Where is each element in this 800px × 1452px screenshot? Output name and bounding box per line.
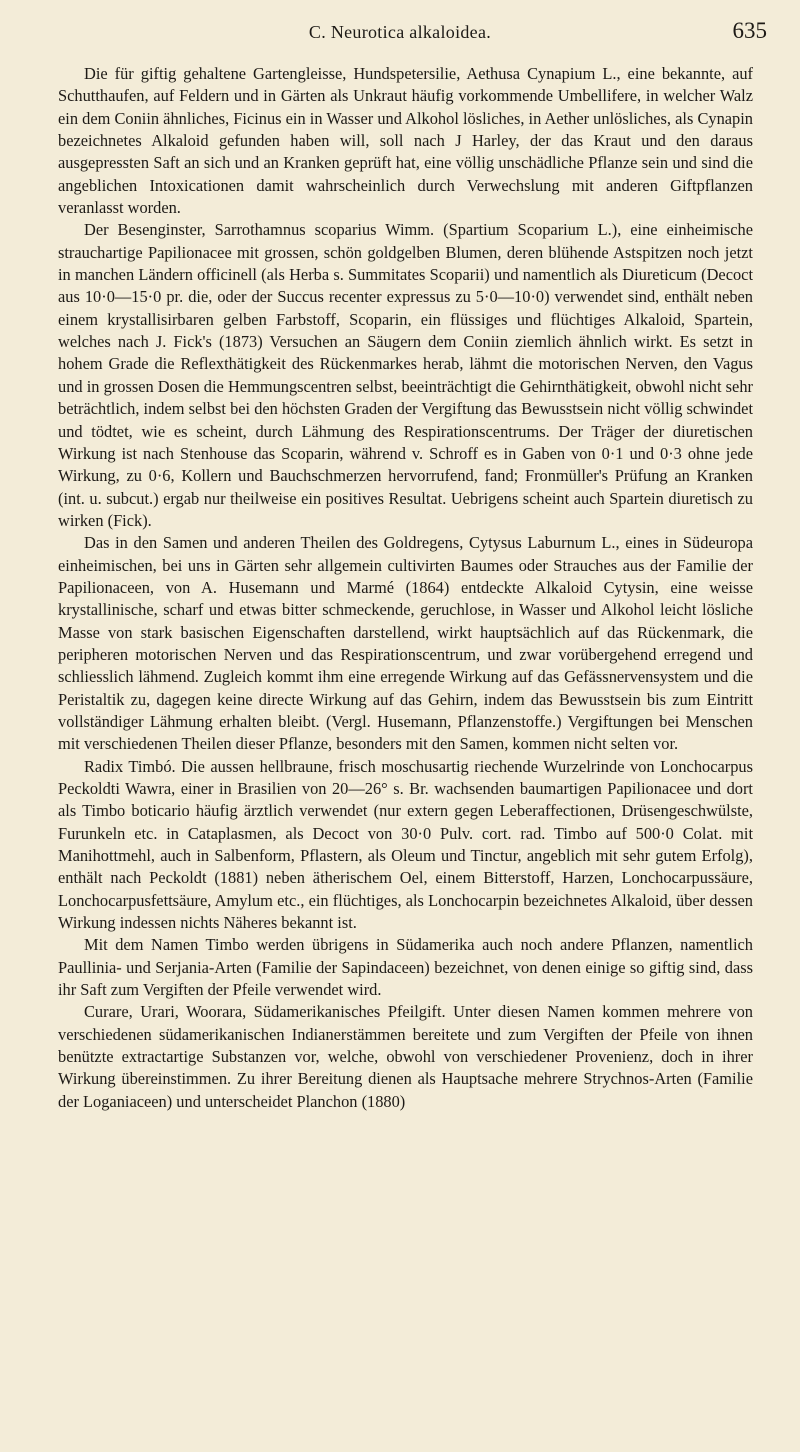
paragraph-timbo-pflanzen: Mit dem Namen Timbo werden übrigens in Südamerika auch noch andere Pflanzen, namentlich Paullinia- und Serjania-Arten (Familie der Sapindaceen) bezeichnet, von denen einige so giftig sind, dass ihr Saft zum Vergiften der Pfeile verwendet wird. <box>58 935 753 1000</box>
paragraph-besenginster: Der Besenginster, Sarrothamnus scoparius Wimm. (Spartium Scoparium L.), eine einheimische strauchartige Papilionacee mit grossen, schön goldgelben Blumen, deren blühende Astspitzen noch jetzt in manchen Ländern officinell (als Herba s. Summitates Scoparii) und namentlich als Diureticum (Decoct aus 10·0—15·0 pr. die, oder der Succus recenter expressus zu 5·0—10·0) verwendet sind, enthält neben einem krystallisirbaren gelben Farbstoff, Scoparin, ein flüssiges und flüchtiges Alkaloid, Spartein, welches nach J. Fick's (1873) Versuchen an Säugern dem Coniin ziemlich ähnlich wirkt. Es setzt in hohem Grade die Reflexthätigkeit des Rückenmarkes herab, lähmt die motorischen Nerven, den Vagus und in grossen Dosen die Hemmungscentren selbst, beeinträchtigt die Gehirnthätigkeit, obwohl nicht sehr beträchtlich, indem selbst bei den höchsten Graden der Vergiftung das Bewusstsein nicht völlig schwindet und tödtet, wie es scheint, durch Lähmung des Respirationscentrums. Der Träger der diuretischen Wirkung ist nach Stenhouse das Scoparin, während v. Schroff es in Gaben von 0·1 und 0·3 ohne jede Wirkung, zu 0·6, Kollern und Bauchschmerzen hervorrufend, fand; Fronmüller's Prüfung an Kranken (int. u. subcut.) ergab nur theilweise ein positives Resultat. Uebrigens scheint auch Spartein diuretisch zu wirken (Fick). <box>58 220 753 530</box>
page-header <box>0 8 800 48</box>
paragraph-curare: Curare, Urari, Woorara, Südamerikanisches Pfeilgift. Unter diesen Namen kommen mehrere von verschiedenen südamerikanischen Indianerstämmen bereitete und zum Vergiften der Pfeile von ihnen benützte extractartige Substanzen vor, welche, obwohl von verschiedener Provenienz, doch in ihrer Wirkung übereinstimmen. Zu ihrer Bereitung dienen als Hauptsache mehrere Strychnos-Arten (Familie der Loganiaceen) und unterscheidet Planchon (1880) <box>58 1002 753 1111</box>
running-head: C. Neurotica alkaloidea. <box>308 22 492 42</box>
paragraph-aethusa: Die für giftig gehaltene Gartengleisse, Hundspetersilie, Aethusa Cynapium L., eine bekannte, auf Schutthaufen, auf Feldern und in Gärten als Unkraut häufig vorkommende Umbellifere, in welcher Walz ein dem Coniin ähnliches, Ficinus ein in Wasser und Alkohol lösliches, in Aether unlösliches, als Cynapin bezeichnetes Alkaloid gefunden haben will, soll nach J Harley, der das Kraut und den daraus ausgepressten Saft an sich und an Kranken geprüft hat, eine völlig unschädliche Pflanze sein und sind die angeblichen Intoxicationen damit wahrscheinlich durch Verwechslung mit anderen Giftpflanzen veranlasst worden. <box>58 64 753 218</box>
paragraph-radix-timbo: Radix Timbó. Die aussen hellbraune, frisch moschusartig riechende Wurzelrinde von Lonchocarpus Peckoldti Wawra, einer in Brasilien von 20—26° s. Br. wachsenden baumartigen Papilionacee und dort als Timbo boticario häufig ärztlich verwendet (nur extern gegen Leberaffectionen, Drüsengeschwülste, Furunkeln etc. in Cataplasmen, als Decoct von 30·0 Pulv. cort. rad. Timbo auf 500·0 Colat. mit Manihottmehl, auch in Salbenform, Pflastern, als Oleum und Tinctur, angeblich mit sehr gutem Erfolg), enthält nach Peckoldt (1881) neben ätherischem Oel, einem Bitterstoff, Harzen, Lonchocarpussäure, Lonchocarpusfettsäure, Amylum etc., ein flüchtiges, als Lonchocarpin bezeichnetes Alkaloid, über dessen Wirkung indessen nichts Näheres bekannt ist. <box>58 756 753 933</box>
body-text <box>58 63 753 1113</box>
paragraph-goldregen: Das in den Samen und anderen Theilen des Goldregens, Cytysus Laburnum L., eines in Südeuropa einheimischen, bei uns in Gärten sehr allgemein cultivirten Baumes oder Strauches aus der Familie der Papilionaceen, von A. Husemann und Marmé (1864) entdeckte Alkaloid Cytysin, eine weisse krystallinische, scharf und etwas bitter schmeckende, geruchlose, in Wasser und Alkohol leicht lösliche Masse von stark basischen Eigenschaften darstellend, wirkt hauptsächlich auf das Rückenmark, die peripheren motorischen Nerven und das Respirationscentrum, und zwar vorübergehend erregend und schliesslich lähmend. Zugleich kommt ihm eine erregende Wirkung auf das Gefässnervensystem und die Peristaltik zu, dagegen keine directe Wirkung auf das Gehirn, indem das Bewusstsein bis zum Eintritt vollständiger Lähmung erhalten bleibt. (Vergl. Husemann, Pflanzenstoffe.) Vergiftungen bei Menschen mit verschiedenen Theilen dieser Pflanze, besonders mit den Samen, kommen nicht selten vor. <box>58 533 753 754</box>
page-number: 635 <box>732 18 767 43</box>
